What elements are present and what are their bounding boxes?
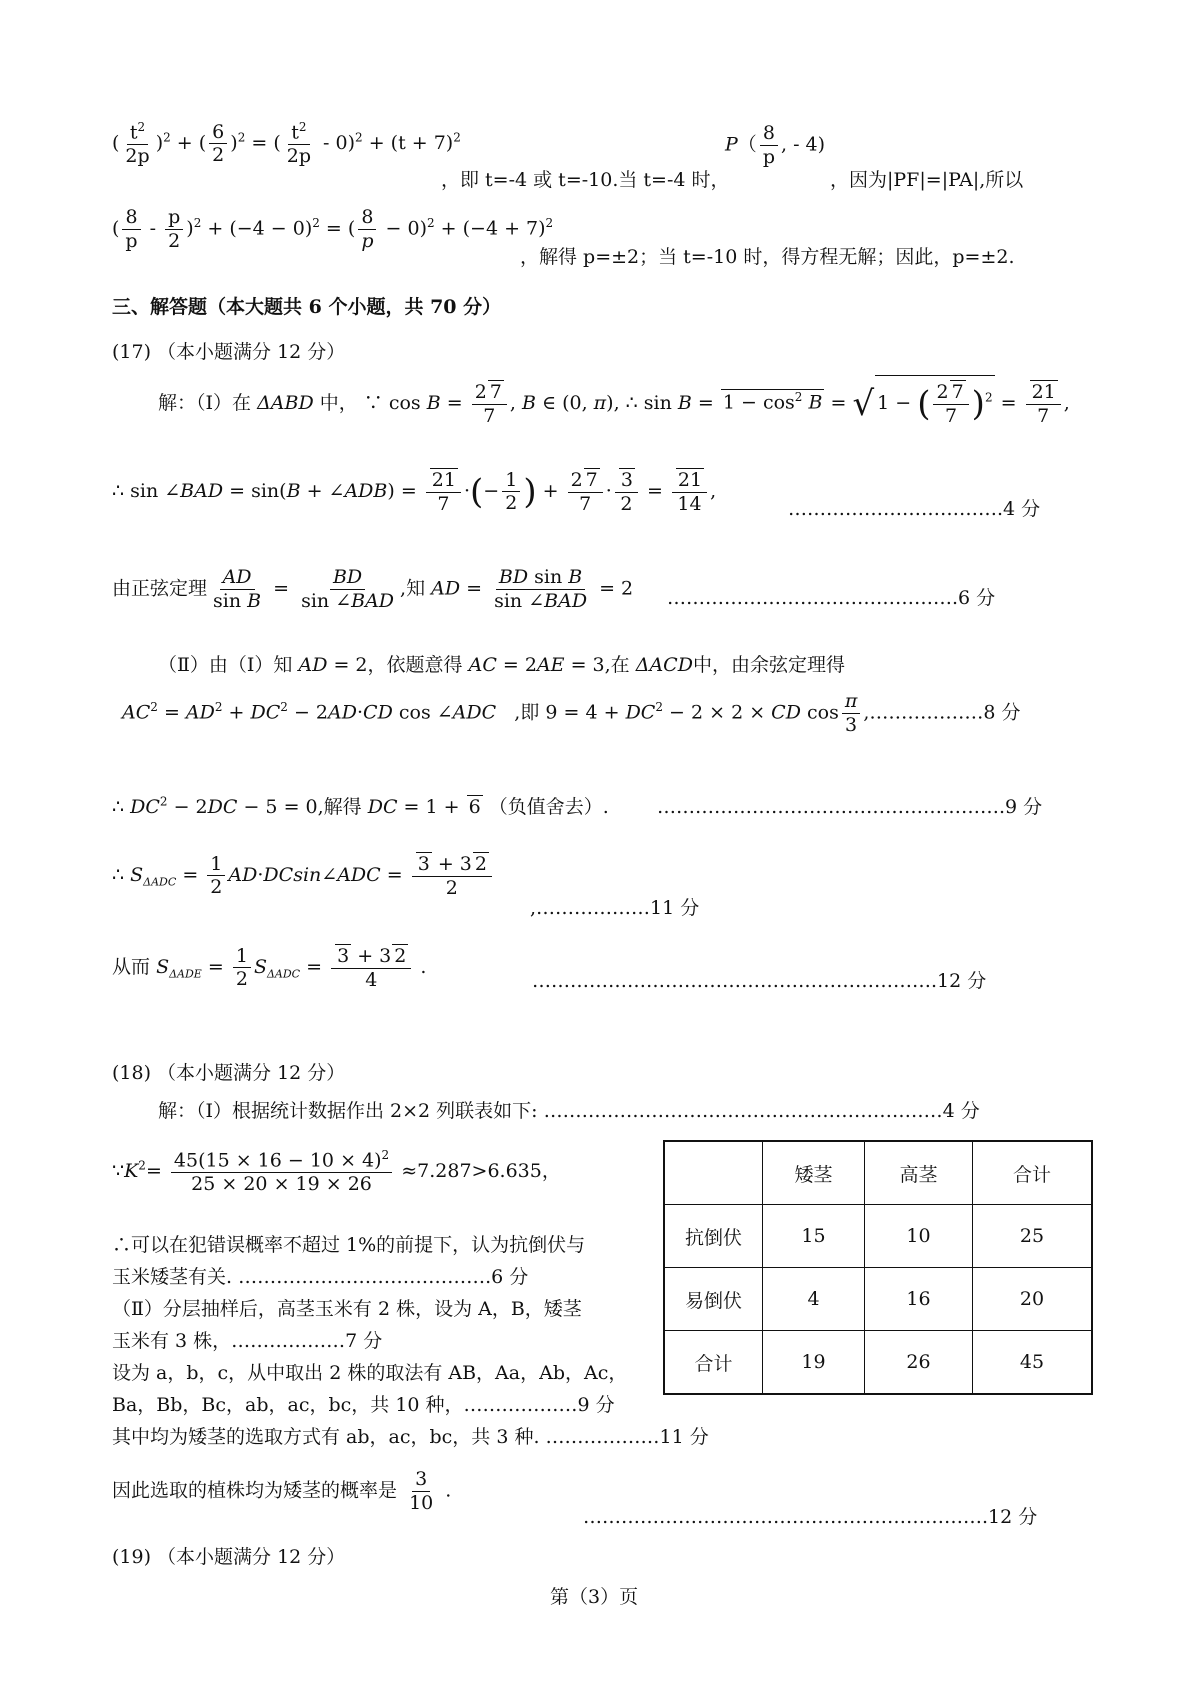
q18-part2-line-3: 设为 a，b，c，从中取出 2 株的取法有 AB，Aa，Ab，Ac， (112, 1362, 628, 1384)
q17-line-8: 从而 $S_{\Delta ADE}$ = $\frac{1}{2}$ $S_{\Delta ADC}$ = $\frac{3 + 3 2}{4}$ . (112, 944, 427, 991)
table-cell: 合计 (973, 1141, 1093, 1205)
table-cell (664, 1141, 763, 1205)
table-row (664, 1268, 1092, 1331)
equation-line-1: ( $\frac{t^2}{2p}$ )$^2$ + ( $\frac{6}{2}$ )$^2$ = ( $\frac{t^2}{2p}$ - $0)^2 + (t + 7)^2$ (112, 120, 461, 168)
thus-text: 从而 (112, 955, 151, 978)
q17-score-4: …………………………….4 分 (788, 498, 1041, 520)
q18-conclusion-2: 玉米矮茎有关. ………………………………….6 分 (112, 1266, 529, 1288)
q17-line-3: 由正弦定理 $\frac{AD}{\text{sin B}}$ = $\frac{BD}{\text{sin ∠BAD}}$ ,知 AD = $\frac{\text{BD sin B}}{\text{sin ∠BAD}}$ = 2 (112, 566, 634, 612)
table-cell: 19 (763, 1331, 865, 1395)
q17-score-6: ……………………………………….6 分 (667, 587, 996, 609)
eq1-mid-text: ，即 t=-4 或 t=-10.当 t=-4 时， (441, 169, 730, 191)
table-cell: 45 (973, 1331, 1093, 1395)
page-footer: 第（3）页 (550, 1586, 639, 1608)
q17-score-9: ……………………………………………….9 分 (657, 796, 1043, 818)
q18-part2-line-2: 玉米有 3 株，………………7 分 (112, 1330, 383, 1352)
table-cell: 15 (763, 1205, 865, 1268)
q18-conclusion-1: ∴可以在犯错误概率不超过 1%的前提下，认为抗倒伏与 (112, 1234, 586, 1256)
ie-text: ,即 (514, 701, 540, 724)
q18-score-12: ……………………………………………………….12 分 (583, 1506, 1038, 1528)
table-cell: 矮茎 (763, 1141, 865, 1205)
table-cell: 26 (865, 1331, 973, 1395)
q17-solve-intro: 解：（Ⅰ）在 (158, 391, 252, 414)
part2-mid-text: ，依题意得 (367, 654, 463, 676)
table-cell: 易倒伏 (664, 1268, 763, 1331)
eq2-end-text: ，解得 p=±2；当 t=-10 时，得方程无解；因此，p=±2. (520, 246, 1015, 268)
table-cell: 合计 (664, 1331, 763, 1395)
contingency-table (663, 1140, 1093, 1395)
q19-heading: (19) （本小题满分 12 分） (112, 1546, 346, 1568)
sine-rule-text: 由正弦定理 (112, 577, 208, 600)
q17-score-8: ,………………8 分 (863, 701, 1021, 724)
q17-line-5: $AC^2 = AD^2 + DC^2 - 2AD\cdot CD$ cos ∠ADC ,即 $9 = 4 + DC^2 - 2 \times 2$ × CD cos $\frac{\pi}{3}$ ,………………8 分 (122, 690, 1021, 736)
solve-text: ,解得 (317, 796, 362, 818)
q18-probability-line: 因此选取的植株均为矮茎的概率是 $\frac{3}{10}$ . (112, 1468, 452, 1514)
section-3-heading: 三、解答题（本大题共 6 个小题，共 70 分） (112, 296, 502, 318)
table-header-row (664, 1141, 1092, 1205)
q18-part2-line-4: Ba，Bb，Bc，ab，ac，bc，共 10 种，………………9 分 (112, 1394, 615, 1416)
k2-formula: $\because K^2=$ $\frac{45(15 \times 16 - 10 \times 4)^2}{25 \times 20 \times 19 \times 26}$ ≈7.287>6.635， (112, 1148, 561, 1196)
part2-text: （Ⅱ）由（Ⅰ）知 (158, 654, 293, 676)
q17-score-11: ,………………11 分 (530, 897, 700, 919)
part2-mid2-text: ,在 (604, 654, 630, 676)
know-text: ,知 (400, 577, 426, 600)
probability-fraction: $\frac{3}{10}$ (409, 1468, 434, 1514)
table-cell: 10 (865, 1205, 973, 1268)
q17-heading: (17) （本小题满分 12 分） (112, 341, 346, 363)
q17-in-word: 中， (319, 391, 358, 414)
q17-score-12: ……………………………………………………….12 分 (532, 970, 987, 992)
k2-value: ≈7.287>6.635， (401, 1159, 561, 1182)
table-cell: 16 (865, 1268, 973, 1331)
q17-line-4: （Ⅱ）由（Ⅰ）知 AD = 2，依题意得 AC = 2AE = 3,在 ΔACD中，由余弦定理得 (158, 654, 845, 676)
table-row (664, 1205, 1092, 1268)
eq1-end-text: ，因为|PF|=|PA|,所以 (830, 169, 1024, 191)
table-cell: 25 (973, 1205, 1093, 1268)
negative-discarded-text: （负值舍去）. (488, 796, 609, 818)
q18-part2-line-5: 其中均为矮茎的选取方式有 ab，ac，bc，共 3 种. ………………11 分 (112, 1426, 709, 1448)
q18-intro: 解：（Ⅰ）根据统计数据作出 2×2 列联表如下: ………………………………………………………4 分 (158, 1100, 980, 1122)
q18-part2-line-1: （Ⅱ）分层抽样后，高茎玉米有 2 株，设为 A，B，矮茎 (112, 1298, 582, 1320)
point-p: P（ $\frac{8}{p}$ , - 4) (725, 122, 826, 168)
q17-line-7: ∴ $S_{\Delta ADC}$ = $\frac{1}{2}$ AD·DCsin∠ADC = $\frac{3 + 3 2}{2}$ (112, 852, 495, 900)
table-cell: 高茎 (865, 1141, 973, 1205)
q17-line-6: ∴ $DC^2 - 2DC - 5 = 0$,解得 DC = 1 + 6 （负值舍去）. (112, 794, 609, 818)
table-cell: 抗倒伏 (664, 1205, 763, 1268)
table-cell: 20 (973, 1268, 1093, 1331)
probability-text: 因此选取的植株均为矮茎的概率是 (112, 1479, 398, 1502)
q18-heading: (18) （本小题满分 12 分） (112, 1062, 346, 1084)
part2-end-text: 中，由余弦定理得 (692, 654, 845, 676)
q17-line-2: ∴ sin ∠BAD = sin(B + ∠ADB) = $\frac{21}{7}$ ·(− $\frac{1}{2}$ ) + $\frac{2 7}{7}$ · $\frac{3}{2}$ = $\frac{21}{14}$ , (112, 468, 717, 515)
q17-line-1: 解：（Ⅰ）在 ΔABD 中， ∵ cos B = $\frac{2 7}{7}$ , B ∈ (0, π), ∴ $\sin B = 1 - \cos^2 B$ = √ 1 − ( $\frac{2 7}{7}$ )$^2$ = $\frac{21}{7}$ , (158, 375, 1070, 428)
table-cell: 4 (763, 1268, 865, 1331)
equation-line-2: ( $\frac{8}{p}$ - $\frac{p}{2}$ )$^2 + (-4 - 0)^2$ = ( $\frac{8}{p}$ − $0)^2 + (-4 + 7)^2$ (112, 206, 554, 252)
table-row (664, 1331, 1092, 1395)
